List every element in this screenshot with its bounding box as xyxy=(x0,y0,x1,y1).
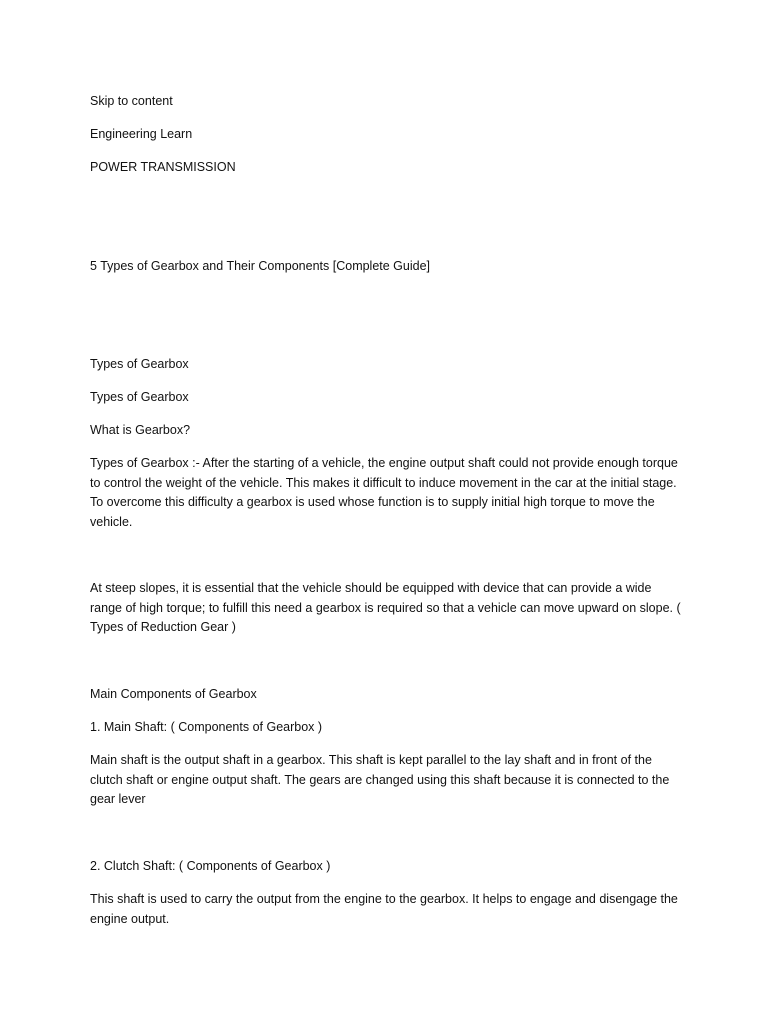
image-alt-text: Types of Gearbox xyxy=(90,357,189,371)
section-heading-main-components: Main Components of Gearbox xyxy=(90,687,257,701)
subheading-main-shaft: 1. Main Shaft: ( Components of Gearbox ) xyxy=(90,720,323,734)
skip-to-content-link[interactable]: Skip to content xyxy=(90,94,173,108)
main-shaft-paragraph: Main shaft is the output shaft in a gearbox. This shaft is kept parallel to the lay shaft and in front of the clutch shaft or engine output shaft. The gears are changed using this shaft because it is connected to the gear lever xyxy=(90,753,670,807)
category-label[interactable]: POWER TRANSMISSION xyxy=(90,160,236,174)
clutch-shaft-paragraph: This shaft is used to carry the output from the engine to the gearbox. It helps to engage and disengage the engine output. xyxy=(90,892,678,926)
image-caption: Types of Gearbox xyxy=(90,390,189,404)
intro-paragraph: Types of Gearbox :- After the starting of a vehicle, the engine output shaft could not provide enough torque to control the weight of the vehicle. This makes it difficult to induce movement in the car at the initial stage. To overcome this difficulty a gearbox is used whose function is to supply initial high torque to move the vehicle. xyxy=(90,456,678,529)
article-title: 5 Types of Gearbox and Their Components [Complete Guide] xyxy=(90,259,431,273)
site-name[interactable]: Engineering Learn xyxy=(90,127,193,141)
subheading-clutch-shaft: 2. Clutch Shaft: ( Components of Gearbox ) xyxy=(90,859,331,873)
steep-slopes-paragraph: At steep slopes, it is essential that the vehicle should be equipped with device that can provide a wide range of high torque; to fulfill this need a gearbox is required so that a vehicle can move upward on slope. ( Types of Reduction Gear ) xyxy=(90,581,681,635)
section-heading-what-is-gearbox: What is Gearbox? xyxy=(90,423,191,437)
